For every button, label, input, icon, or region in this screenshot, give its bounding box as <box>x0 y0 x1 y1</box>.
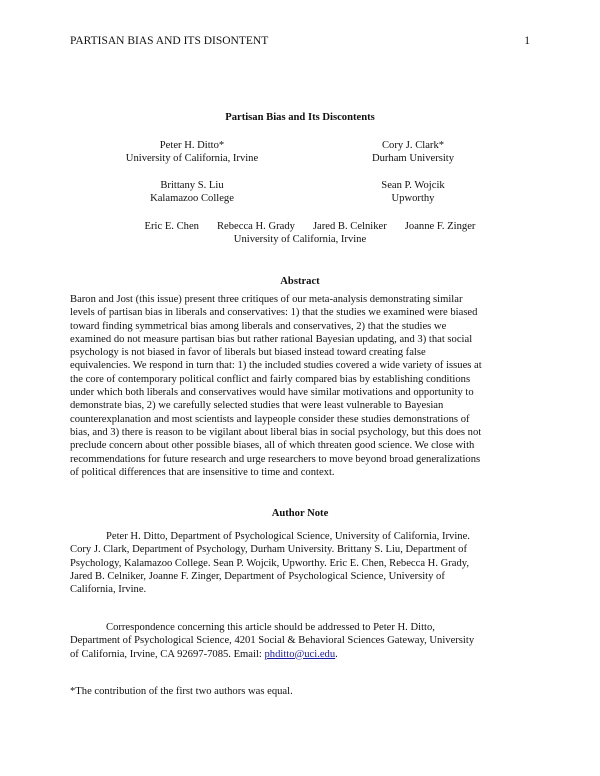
author-name: Joanne F. Zinger <box>404 221 476 232</box>
author-note-heading: Author Note <box>271 508 329 519</box>
footnote: *The contribution of the first two authors was equal. <box>70 686 293 697</box>
abstract-line: examined do not measure partisan bias but rather rational Bayesian updating, and 3) that social <box>70 333 473 345</box>
author-row-2 <box>70 179 530 206</box>
abstract-line: bias, and 3) there is reason to be vigilant about liberal bias in social psychology, but this does not <box>70 426 482 438</box>
abstract-line: of political differences that are insensitive to time and context. <box>70 466 335 478</box>
abstract-heading: Abstract <box>280 276 320 287</box>
abstract-line: demonstrate bias, 2) we carefully selected studies that were least vulnerable to Bayesian <box>70 400 444 412</box>
abstract-line: preclude concern about other possible biases, all of which threaten good science. We close with <box>70 440 475 452</box>
author-note-line: Jared B. Celniker, Joanne F. Zinger, Department of Psychological Science, University of <box>70 570 445 582</box>
author-note-line: Cory J. Clark, Department of Psychology, Durham University. Brittany S. Liu, Department of <box>70 544 468 556</box>
author-affiliation: Upworthy <box>391 193 435 205</box>
author-name: Cory J. Clark* <box>381 140 445 151</box>
author-block <box>70 139 300 166</box>
author-name: Brittany S. Liu <box>160 180 224 191</box>
abstract-line: counterexplanation and most scientists and laypeople consider these studies demonstrations of <box>70 413 470 425</box>
abstract-text <box>70 293 530 479</box>
author-name: Eric E. Chen <box>144 221 199 232</box>
author-note-text <box>70 530 530 596</box>
abstract-line: Baron and Jost (this issue) present three critiques of our meta-analysis demonstrating similar <box>70 294 463 305</box>
abstract-line: toward finding symmetrical bias among liberals and conservatives, 2) that the studies we <box>70 320 447 332</box>
email-link[interactable]: phditto@uci.edu <box>264 648 336 660</box>
abstract-line: under which both liberals and conservatives would have similar motivations and opportunity to <box>70 387 474 399</box>
abstract-line: equivalencies. We respond in turn that: 1) the included studies covered a wide variety of issues at <box>70 360 482 372</box>
author-block <box>300 139 530 166</box>
author-name: Sean P. Wojcik <box>381 180 445 191</box>
correspondence-line: Correspondence concerning this article should be addressed to Peter H. Ditto, <box>106 622 435 633</box>
author-affiliation: Kalamazoo College <box>150 193 234 205</box>
author-block <box>70 179 300 206</box>
correspondence-text <box>70 621 530 661</box>
correspondence-line: of California, Irvine, CA 92697-7085. Email: <box>70 648 265 660</box>
author-note-line: Peter H. Ditto, Department of Psychological Science, University of California, Irvine. <box>106 531 470 542</box>
author-name: Peter H. Ditto* <box>159 140 225 151</box>
abstract-line: recommendations for future research and urge researchers to move beyond broad generalizations <box>70 453 481 465</box>
author-affiliation: University of California, Irvine <box>125 153 259 165</box>
author-note-line: California, Irvine. <box>70 584 147 596</box>
page-number: 1 <box>524 35 530 47</box>
running-head-title: PARTISAN BIAS AND ITS DISONTENT <box>70 35 269 47</box>
email-suffix: . <box>335 648 338 660</box>
author-affiliation: University of California, Irvine <box>233 234 367 245</box>
correspondence-line: Department of Psychological Science, 4201 Social & Behavioral Sciences Gateway, University <box>70 635 475 647</box>
correspondence-last-line <box>70 648 530 661</box>
author-name: Jared B. Celniker <box>312 221 387 232</box>
abstract-line: psychology is not biased in favor of liberals but biased instead toward creating false <box>70 347 426 359</box>
author-affiliation: Durham University <box>371 153 455 165</box>
author-name: Rebecca H. Grady <box>216 221 295 232</box>
abstract-line: levels of partisan bias in liberals and conservatives: 1) that the studies we examined were biased <box>70 307 478 319</box>
author-block <box>300 179 530 206</box>
paper-title: Partisan Bias and Its Discontents <box>225 112 375 123</box>
author-note-line: Psychology, Kalamazoo College. Sean P. Wojcik, Upworthy. Eric E. Chen, Rebecca H. Grady, <box>70 557 470 569</box>
abstract-line: the core of contemporary political conflict and fairly compared bias by establishing conditions <box>70 373 471 385</box>
author-row-1 <box>70 139 530 166</box>
author-row-3 <box>70 220 530 233</box>
running-head <box>70 35 530 48</box>
